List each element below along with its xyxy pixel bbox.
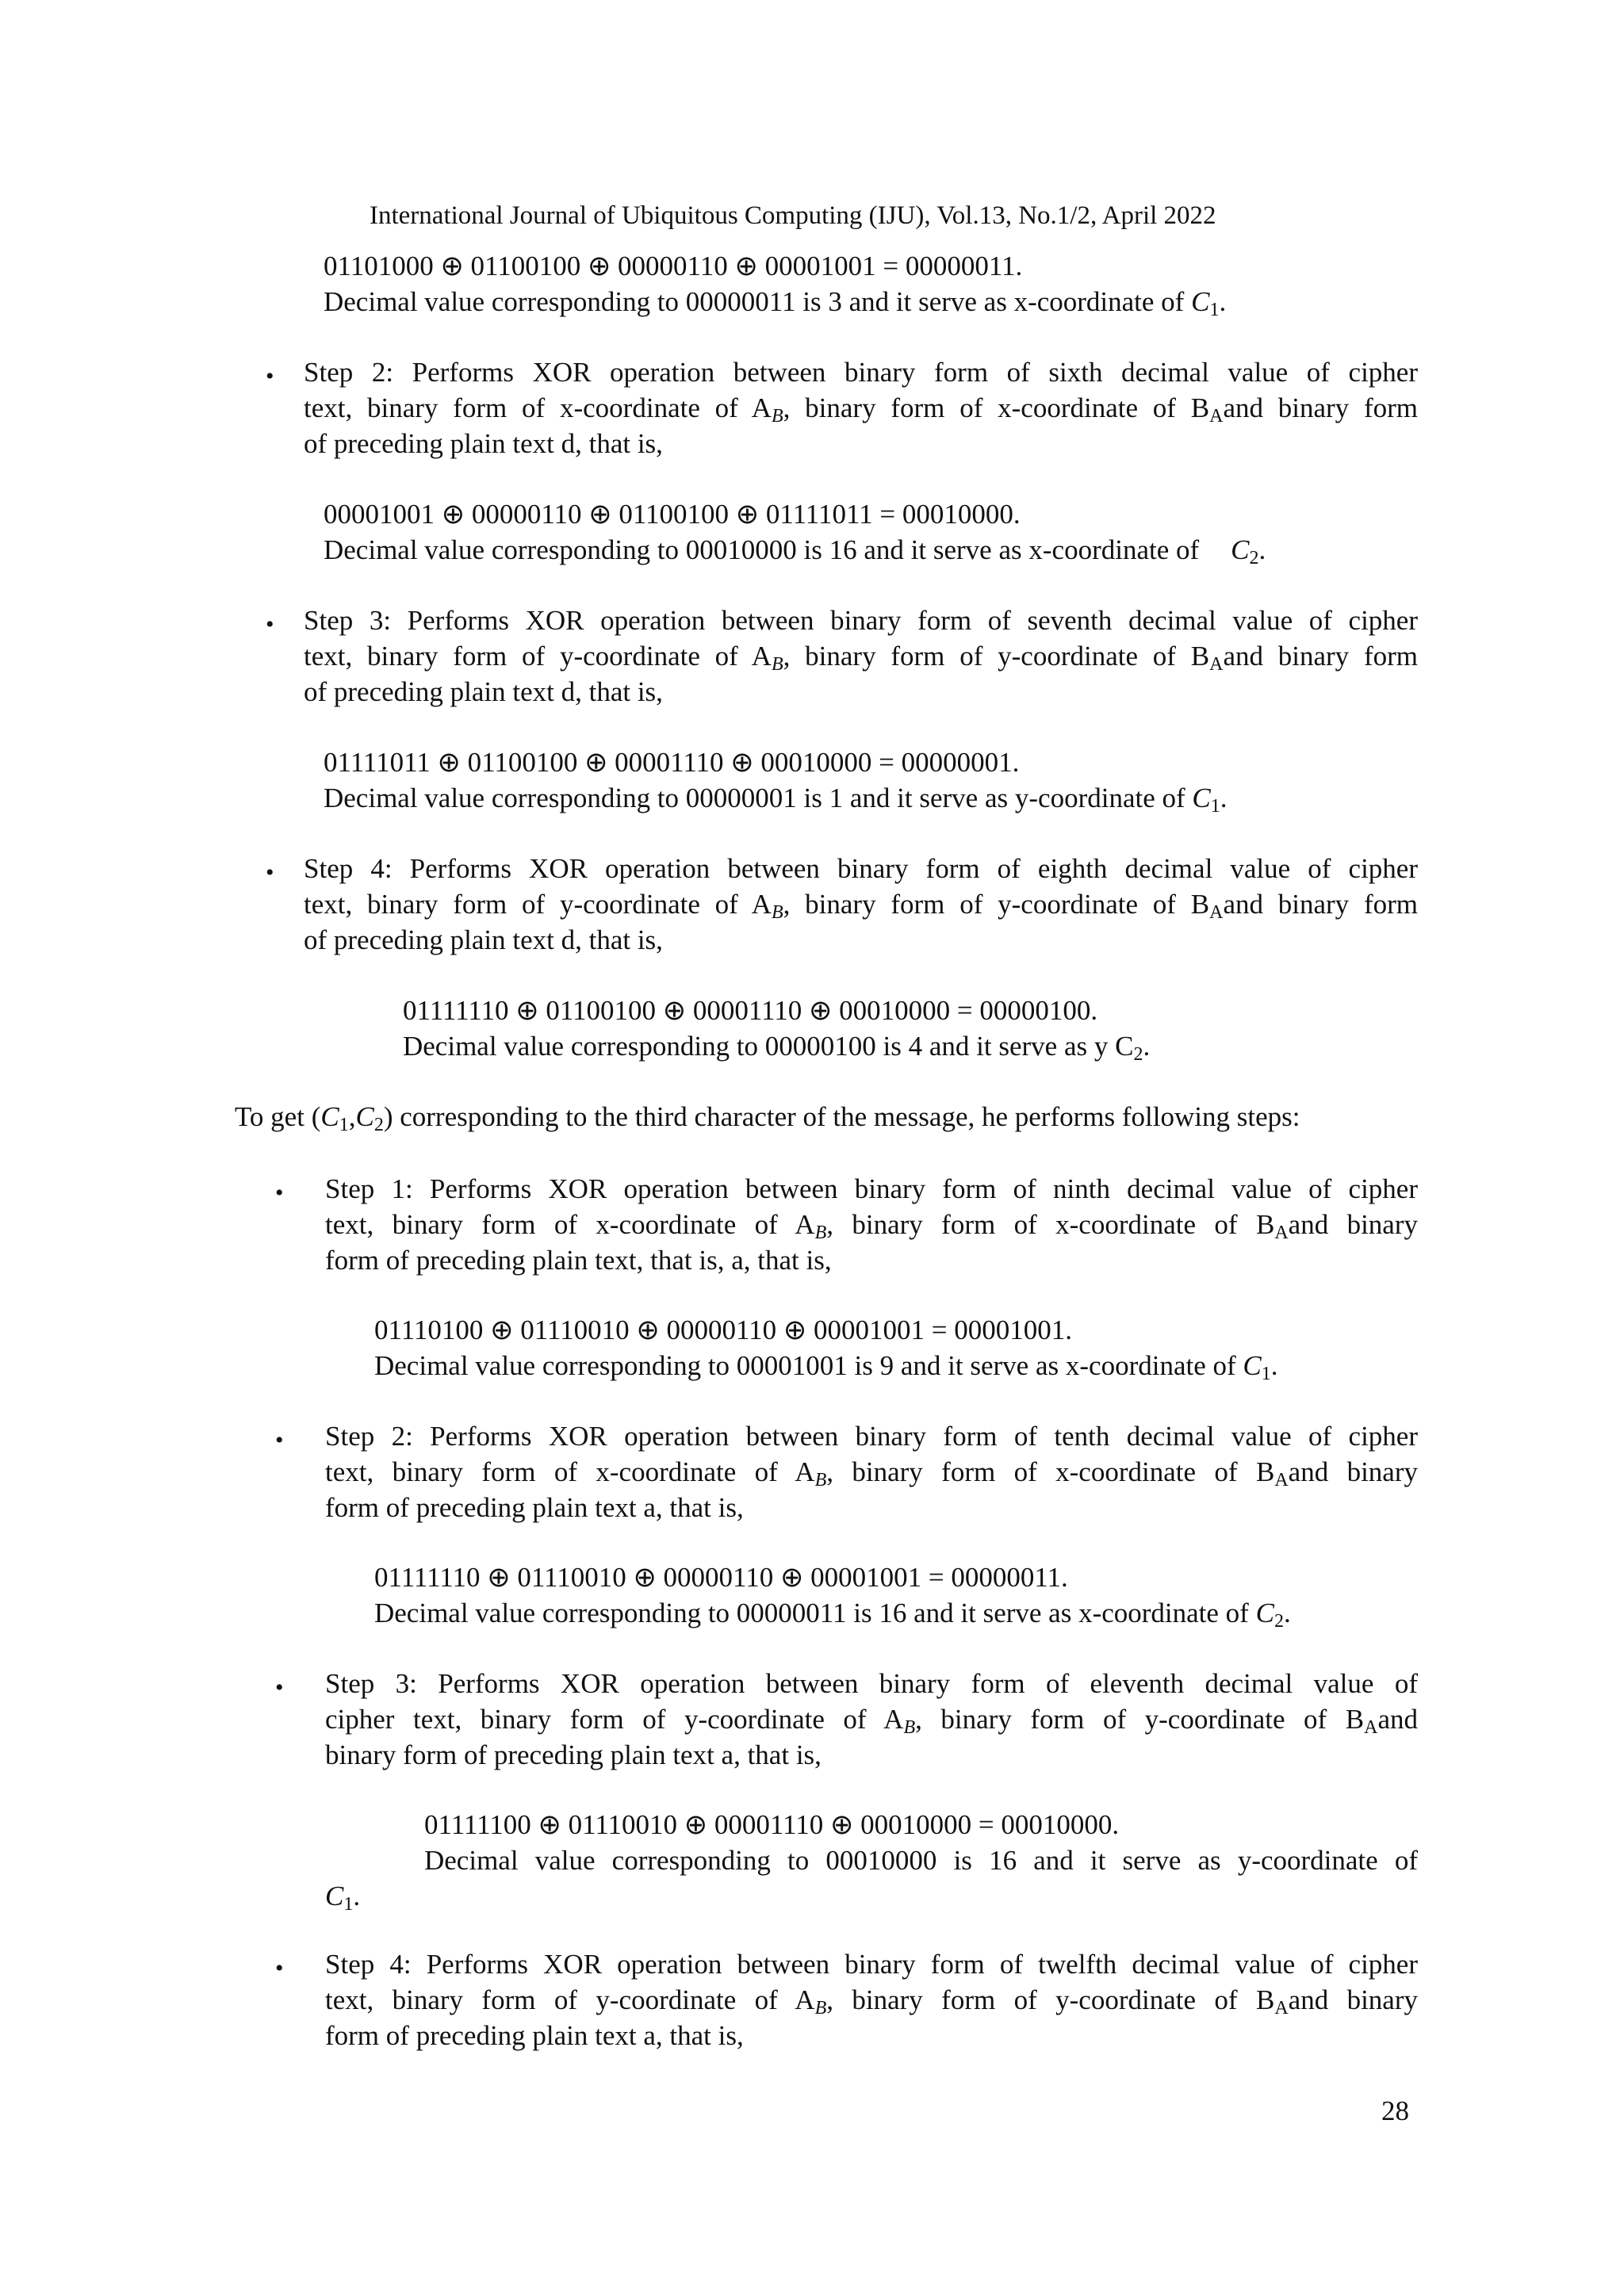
page-number: 28 (1381, 2095, 1409, 2126)
step-3-result (324, 744, 1228, 816)
xor-equation: 01110100 ⊕ 01110010 ⊕ 00000110 ⊕ 00001001 = 00001001. (374, 1314, 1072, 1345)
xor-equation: 00001001 ⊕ 00000110 ⊕ 01100100 ⊕ 01111011 = 00010000. (324, 499, 1021, 530)
decimal-statement: Decimal value corresponding to 00001001 is 9 and it serve as x-coordinate of $C_1$. (374, 1350, 1278, 1384)
xor-equation: 01111100 ⊕ 01110010 ⊕ 00001110 ⊕ 00010000 = 00010000. (424, 1809, 1120, 1840)
paragraph-line: Step 3: Performs XOR operation between binary form of eleventh decimal value of (325, 1668, 1418, 1699)
bullet-icon: • (266, 611, 274, 637)
paragraph-line: binary form of preceding plain text a, that is, (325, 1739, 822, 1770)
paragraph-line: of preceding plain text d, that is, (304, 676, 663, 707)
step-4-paragraph (304, 851, 1418, 958)
step-2-paragraph (304, 354, 1418, 461)
decimal-statement: Decimal value corresponding to 00010000 is 16 and it serve as x-coordinate of $C_2$. (324, 534, 1266, 568)
step-5-result (374, 1312, 1278, 1383)
paragraph-line: form of preceding plain text a, that is, (325, 1492, 744, 1523)
paragraph-line: cipher text, binary form of y-coordinate of $A_B$, binary form of y-coordinate of $B_Aand$ (325, 1704, 1418, 1738)
paragraph-line: text, binary form of x-coordinate of $A_B$, binary form of x-coordinate of $B_Aand$ binary form (304, 392, 1418, 427)
paragraph-line: text, binary form of x-coordinate of $A_B$, binary form of x-coordinate of $B_Aand$ binary (325, 1456, 1418, 1490)
step-3-paragraph (304, 603, 1418, 710)
paragraph-line: Step 3: Performs XOR operation between binary form of seventh decimal value of cipher (304, 605, 1418, 636)
step-7-decimal (424, 1843, 1418, 1878)
step-7-result (424, 1807, 1119, 1843)
paragraph-line: Step 4: Performs XOR operation between binary form of twelfth decimal value of cipher (325, 1949, 1418, 1980)
decimal-statement: Decimal value corresponding to 00000011 is 16 and it serve as x-coordinate of $C_2$. (374, 1598, 1291, 1632)
step-2-result (324, 496, 1266, 568)
journal-header: International Journal of Ubiquitous Computing (IJU), Vol.13, No.1/2, April 2022 (370, 201, 1216, 230)
paragraph-line: text, binary form of y-coordinate of $A_B$, binary form of y-coordinate of $B_Aand$ binary form (304, 641, 1418, 675)
step-5-paragraph (325, 1171, 1418, 1278)
bullet-icon: • (275, 1180, 284, 1206)
paragraph-line: Step 2: Performs XOR operation between binary form of sixth decimal value of cipher (304, 357, 1418, 388)
decimal-statement: Decimal value corresponding to 00000001 is 1 and it serve as y-coordinate of $C_1$. (324, 783, 1228, 817)
paragraph-line: form of preceding plain text a, that is, (325, 2020, 744, 2051)
bullet-icon: • (275, 1674, 284, 1701)
third-character-intro: To get $(C_1,C_2)$ corresponding to the third character of the message, he performs following steps: (235, 1101, 1300, 1135)
paragraph-line: Step 2: Performs XOR operation between binary form of tenth decimal value of cipher (325, 1421, 1418, 1452)
paragraph-line: text, binary form of x-coordinate of $A_B$, binary form of x-coordinate of $B_Aand$ binary (325, 1209, 1418, 1243)
bullet-icon: • (266, 363, 274, 389)
paragraph-line: Step 4: Performs XOR operation between binary form of eighth decimal value of cipher (304, 853, 1418, 884)
bullet-icon: • (275, 1955, 284, 1981)
bullet-icon: • (266, 859, 274, 886)
xor-equation: 01101000 ⊕ 01100100 ⊕ 00000110 ⊕ 00001001 = 00000011. (324, 251, 1023, 281)
xor-equation: 01111110 ⊕ 01100100 ⊕ 00001110 ⊕ 00010000 = 00000100. (403, 995, 1098, 1026)
decimal-statement: Decimal value corresponding to 00000011 is 3 and it serve as x-coordinate of $C_1$. (324, 286, 1227, 320)
bullet-icon: • (275, 1427, 284, 1453)
xor-equation: 01111110 ⊕ 01110010 ⊕ 00000110 ⊕ 00001001 = 00000011. (374, 1562, 1068, 1593)
paragraph-line: text, binary form of y-coordinate of $A_B$, binary form of y-coordinate of $B_Aand$ binary (325, 1984, 1418, 2019)
step-6-result (374, 1559, 1291, 1631)
step-1-result (324, 248, 1226, 320)
step-7-coordinate: $C_1$. (325, 1881, 361, 1915)
paragraph-line: of preceding plain text d, that is, (304, 924, 663, 955)
step-4-result (403, 993, 1150, 1064)
step-7-paragraph (325, 1666, 1418, 1773)
step-8-paragraph (325, 1946, 1418, 2053)
decimal-statement: Decimal value corresponding to 00010000 is 16 and it serve as y-coordinate of (424, 1845, 1418, 1876)
paragraph-line: text, binary form of y-coordinate of $A_B$, binary form of y-coordinate of $B_Aand$ binary form (304, 889, 1418, 923)
paragraph-line: of preceding plain text d, that is, (304, 428, 663, 459)
decimal-statement: Decimal value corresponding to 00000100 is 4 and it serve as y $C_2$. (403, 1031, 1151, 1065)
step-6-paragraph (325, 1418, 1418, 1525)
paragraph-line: Step 1: Performs XOR operation between binary form of ninth decimal value of cipher (325, 1173, 1418, 1204)
xor-equation: 01111011 ⊕ 01100100 ⊕ 00001110 ⊕ 00010000 = 00000001. (324, 747, 1020, 778)
paragraph-line: form of preceding plain text, that is, a, that is, (325, 1245, 832, 1276)
